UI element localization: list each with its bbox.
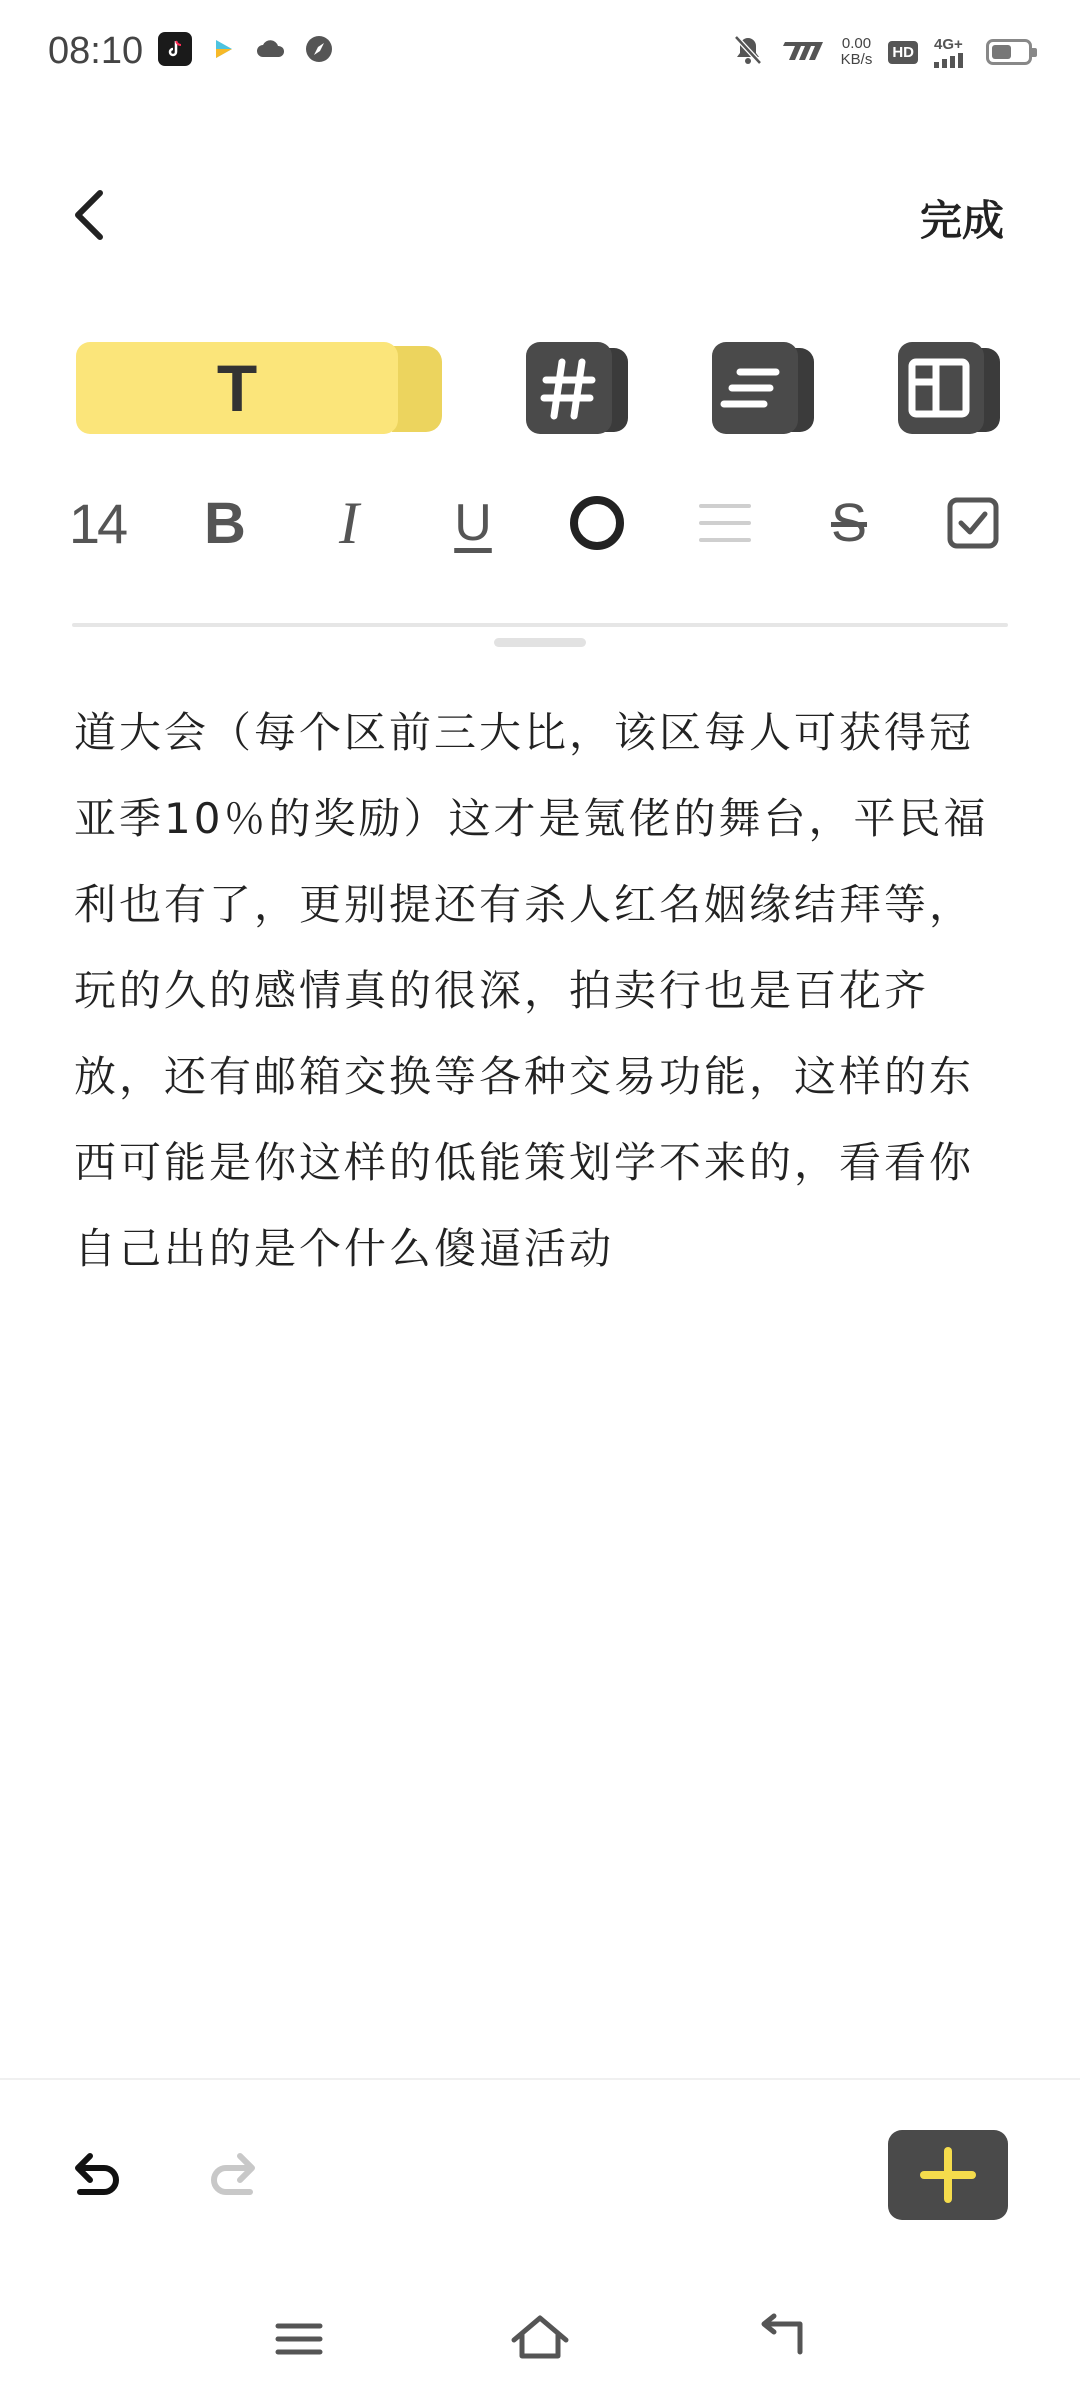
- video-play-icon: [206, 32, 240, 66]
- toolbar-divider: [72, 623, 1008, 627]
- underline-button[interactable]: [438, 488, 508, 558]
- circle-icon: [567, 493, 627, 553]
- back-icon: [752, 2310, 812, 2370]
- nav-back-button[interactable]: [752, 2310, 812, 2370]
- bold-button[interactable]: [190, 488, 260, 558]
- battery-level: [992, 45, 1011, 59]
- tab-text[interactable]: [76, 342, 444, 434]
- status-app-icons: [158, 32, 336, 66]
- plus-icon: [918, 2145, 978, 2205]
- status-indicators: [733, 34, 1032, 70]
- cloud-icon: [254, 32, 288, 66]
- checkbox-button[interactable]: [938, 488, 1008, 558]
- redo-icon: [204, 2144, 264, 2204]
- tab-text-side: [392, 346, 442, 432]
- nav-home-button[interactable]: [510, 2310, 570, 2370]
- strikethrough-button[interactable]: [814, 488, 884, 558]
- chevron-left-icon: [62, 185, 122, 245]
- net-speed-unit: KB/s: [840, 51, 873, 68]
- italic-button[interactable]: [314, 488, 384, 558]
- status-time: 08:10: [48, 30, 144, 72]
- font-size-value: 14: [68, 491, 126, 555]
- tiktok-icon: [158, 32, 192, 66]
- align-icon: [712, 342, 798, 434]
- signal-bars-icon: [934, 52, 970, 68]
- carrier-icon: [779, 38, 825, 66]
- add-button[interactable]: [888, 2130, 1008, 2220]
- home-icon: [510, 2310, 570, 2370]
- note-text-area[interactable]: 道大会（每个区前三大比，该区每人可获得冠亚季10％的奖励）这才是氪佬的舞台，平民福利也有了，更别提还有杀人红名姻缘结拜等，玩的久的感情真的很深，拍卖行也是百花齐放，还有邮箱交换等各种交易功能，这样的东西可能是你这样的低能策划学不来的，看看你自己出的是个什么傻逼活动: [74, 708, 989, 1273]
- nav-menu-button[interactable]: [270, 2310, 330, 2370]
- done-button[interactable]: 完成: [919, 196, 1004, 245]
- net-speed: [841, 36, 873, 68]
- network-label: 4G+: [934, 35, 963, 53]
- layout-icon: [898, 342, 984, 434]
- tab-align[interactable]: [712, 342, 814, 434]
- list-button[interactable]: [690, 488, 760, 558]
- battery-icon: [986, 39, 1032, 65]
- menu-icon: [270, 2310, 330, 2370]
- checkbox-icon: [945, 495, 1001, 551]
- list-icon: [697, 498, 753, 548]
- redo-button[interactable]: [204, 2144, 264, 2204]
- font-size-button[interactable]: [62, 488, 132, 558]
- mute-icon: [733, 34, 763, 70]
- compass-icon: [302, 32, 336, 66]
- text-color-button[interactable]: [562, 488, 632, 558]
- tab-layout[interactable]: [898, 342, 1000, 434]
- strikethrough-icon: S: [830, 493, 868, 553]
- signal-indicator: [934, 37, 970, 68]
- drag-handle[interactable]: [494, 638, 586, 647]
- back-button[interactable]: [62, 185, 122, 245]
- tab-tag[interactable]: [526, 342, 628, 434]
- hd-badge: HD: [888, 41, 918, 64]
- italic-icon: I: [339, 489, 359, 556]
- bold-icon: B: [204, 490, 246, 556]
- hashtag-icon: [526, 342, 612, 434]
- net-speed-value: 0.00: [841, 35, 872, 52]
- text-format-icon: T: [216, 351, 258, 425]
- bottom-divider: [0, 2078, 1080, 2080]
- undo-button[interactable]: [66, 2144, 126, 2204]
- undo-icon: [66, 2144, 126, 2204]
- underline-icon: U: [454, 494, 492, 552]
